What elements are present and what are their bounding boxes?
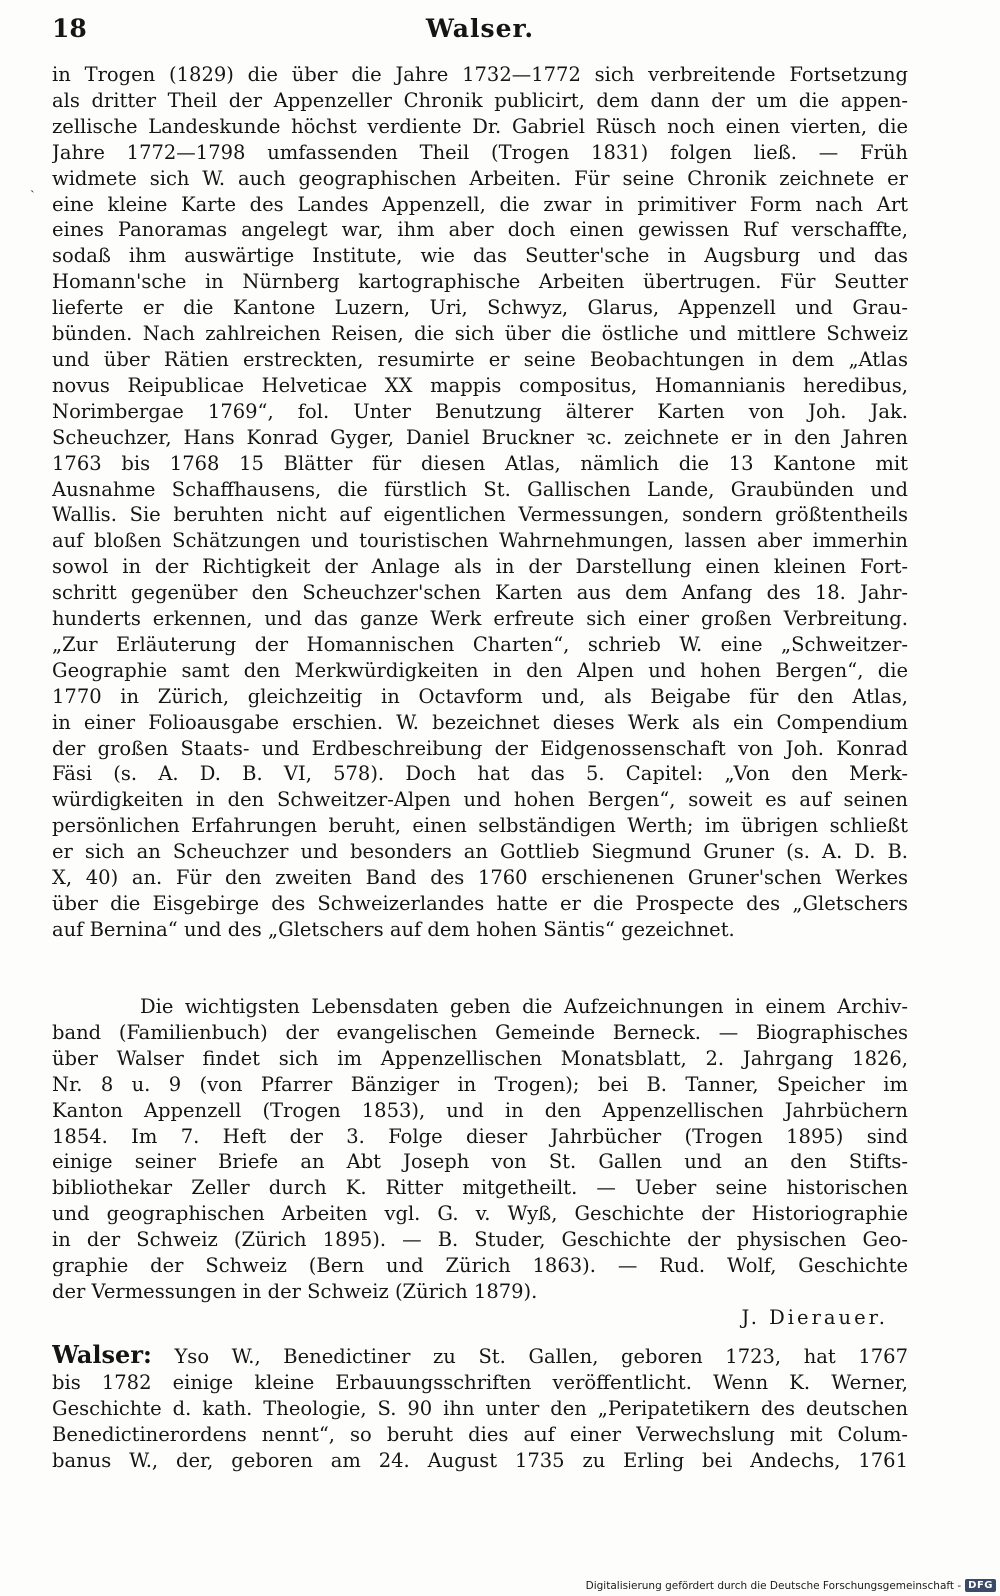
sources-line: Nr. 8 u. 9 (von Pfarrer Bänziger in Trogen); bei B. Tanner, Speicher im (52, 1072, 908, 1096)
article-line: er sich an Scheuchzer und besonders an Gottlieb Siegmund Gruner (s. A. D. B. (52, 840, 908, 864)
next-article-first-line-text: Yso W., Benedictiner zu St. Gallen, geboren 1723, hat 1767 (174, 1345, 908, 1368)
article-line: auf bloßen Schätzungen und touristischen Wahrnehmungen, lassen aber immerhin (52, 529, 908, 553)
article-line: der großen Staats- und Erdbeschreibung der Eidgenossenschaft von Joh. Konrad (52, 736, 908, 760)
article-line: Scheuchzer, Hans Konrad Gyger, Daniel Bruckner ꝛc. zeichnete er in den Jahren (52, 425, 908, 449)
next-article-line: banus W., der, geboren am 24. August 1735 zu Erling bei Andechs, 1761 (52, 1448, 908, 1472)
article-line: Fäsi (s. A. D. B. VI, 578). Doch hat das 5. Capitel: „Von den Merk- (52, 762, 908, 786)
running-head: Walser. (425, 14, 535, 43)
article-line: Ausnahme Schaffhausens, die fürstlich St. Gallischen Lande, Graubünden und (52, 477, 908, 501)
article-line: und über Rätien erstreckten, resumirte er seine Beobachtungen in dem „Atlas (52, 347, 908, 371)
article-line: zellische Landeskunde höchst verdiente Dr. Gabriel Rüsch noch einen vierten, die (52, 114, 908, 138)
sources-line: Kanton Appenzell (Trogen 1853), und in den Appenzellischen Jahrbüchern (52, 1098, 908, 1122)
article-line: „Zur Erläuterung der Homannischen Charten“, schrieb W. eine „Schweitzer- (52, 632, 908, 656)
article-line: Homann'sche in Nürnberg kartographische Arbeiten übertrugen. Für Seutter (52, 270, 908, 294)
article-line: sowol in der Richtigkeit der Anlage als in der Darstellung einen kleinen Fort- (52, 555, 908, 579)
digitization-footer (586, 1579, 996, 1592)
page-number: 18 (52, 14, 87, 43)
article-line: über die Eisgebirge des Schweizerlandes hatte er die Prospecte des „Gletschers (52, 892, 908, 915)
sources-line: der Vermessungen in der Schweiz (Zürich 1879). (52, 1279, 538, 1303)
author-signature: J. Dierauer. (741, 1305, 888, 1329)
sources-line: band (Familienbuch) der evangelischen Gemeinde Berneck. — Biographisches (52, 1020, 908, 1044)
next-article-first-line (52, 1342, 908, 1370)
sources-line: Die wichtigsten Lebensdaten geben die Aufzeichnungen in einem Archiv- (140, 995, 908, 1018)
article-body (52, 62, 908, 943)
sources-line: und geographischen Arbeiten vgl. G. v. Wyß, Geschichte der Historiographie (52, 1202, 908, 1226)
article-line: würdigkeiten in den Schweitzer-Alpen und hohen Bergen“, soweit es auf seinen (52, 788, 908, 812)
article-line: X, 40) an. Für den zweiten Band des 1760 erschienenen Gruner'schen Werkes (52, 866, 908, 890)
article-line: eines Panoramas angelegt war, ihm aber doch einen gewissen Ruf verschaffte, (52, 218, 908, 242)
article-line: bünden. Nach zahlreichen Reisen, die sich über die östliche und mittlere Schweiz (52, 322, 908, 346)
next-article (52, 1342, 908, 1474)
article-line: sodaß ihm auswärtige Institute, wie das Seutter'sche in Augsburg und das (52, 244, 908, 268)
sources-line: graphie der Schweiz (Bern und Zürich 1863). — Rud. Wolf, Geschichte (52, 1254, 908, 1278)
next-article-line: bis 1782 einige kleine Erbauungsschriften veröffentlicht. Wenn K. Werner, (52, 1370, 908, 1394)
next-article-line: Geschichte d. kath. Theologie, S. 90 ihn unter den „Peripatetikern des deutschen (52, 1396, 908, 1420)
article-line: lieferte er die Kantone Luzern, Uri, Schwyz, Glarus, Appenzell und Grau- (52, 296, 908, 320)
footer-text: Digitalisierung gefördert durch die Deutsche Forschungsgemeinschaft - (585, 1579, 962, 1592)
sources-line: in der Schweiz (Zürich 1895). — B. Studer, Geschichte der physischen Geo- (52, 1228, 908, 1252)
article-line: schritt gegenüber den Scheuchzer'schen Karten aus dem Anfang des 18. Jahr- (52, 581, 908, 605)
article-line: Geographie samt den Merkwürdigkeiten in den Alpen und hohen Bergen“, die (52, 658, 908, 682)
page-header (52, 6, 908, 46)
sources-line: einige seiner Briefe an Abt Joseph von St. Gallen und an den Stifts- (52, 1150, 908, 1174)
next-article-line: Benedictinerordens nennt“, so beruht dies auf einer Verwechslung mit Colum- (52, 1422, 908, 1446)
article-line: 1763 bis 1768 15 Blätter für diesen Atlas, nämlich die 13 Kantone mit (52, 451, 908, 475)
next-article-lead: Walser: (52, 1342, 152, 1369)
sources-paragraph (52, 994, 908, 1331)
article-line: 1770 in Zürich, gleichzeitig in Octavform und, als Beigabe für den Atlas, (52, 684, 908, 708)
article-line: als dritter Theil der Appenzeller Chronik publicirt, dem dann der um die appen- (52, 88, 908, 112)
sources-line: über Walser findet sich im Appenzellischen Monatsblatt, 2. Jahrgang 1826, (52, 1046, 908, 1070)
article-line: novus Reipublicae Helveticae XX mappis compositus, Homannianis heredibus, (52, 373, 908, 397)
article-line: hunderts erkennen, und das ganze Werk erfreute sich einer großen Verbreitung. (52, 607, 908, 631)
article-line: auf Bernina“ und des „Gletschers auf dem hohen Säntis“ gezeichnet. (52, 917, 735, 941)
sources-line: bibliothekar Zeller durch K. Ritter mitgetheilt. — Ueber seine historischen (52, 1176, 908, 1200)
article-line: persönlichen Erfahrungen beruht, einen selbständigen Werth; im übrigen schließt (52, 814, 908, 838)
article-line: eine kleine Karte des Landes Appenzell, die zwar in primitiver Form nach Art (52, 192, 908, 216)
article-line: widmete sich W. auch geographischen Arbeiten. Für seine Chronik zeichnete er (52, 166, 908, 190)
article-line: Jahre 1772—1798 umfassenden Theil (Trogen 1831) folgen ließ. — Früh (52, 140, 908, 164)
article-line: in einer Folioausgabe erschien. W. bezeichnet dieses Werk als ein Compendium (52, 710, 908, 734)
article-line: in Trogen (1829) die über die Jahre 1732—1772 sich verbreitende Fortsetzung (52, 63, 908, 86)
article-line: Wallis. Sie beruhten nicht auf eigentlichen Vermessungen, sondern größtentheils (52, 503, 908, 527)
stray-mark: ˴ (30, 182, 35, 198)
sources-line: 1854. Im 7. Heft der 3. Folge dieser Jahrbücher (Trogen 1895) sind (52, 1124, 908, 1148)
article-line: Norimbergae 1769“, fol. Unter Benutzung älterer Karten von Joh. Jak. (52, 399, 908, 423)
dfg-logo: DFG (965, 1579, 996, 1592)
